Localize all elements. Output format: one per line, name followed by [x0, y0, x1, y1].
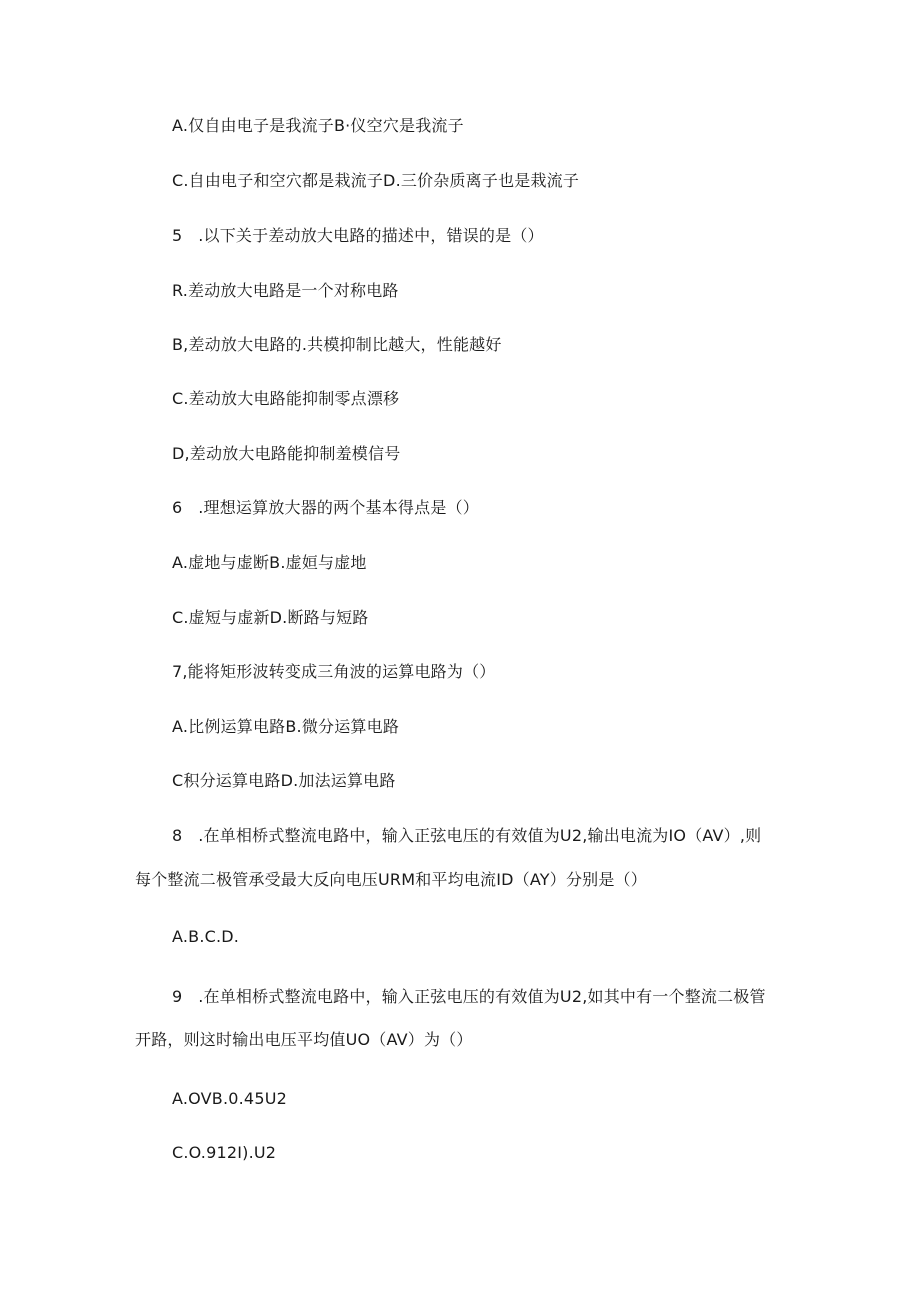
q9-options-cd: C.O.912I).U2 — [172, 1143, 277, 1162]
q6-options-cd: C.虚短与虚新D.断路与短路 — [172, 608, 369, 627]
q9-stem-line1: 9 .在单相桥式整流电路中，输入正弦电压的有效值为U2,如其中有一个整流二极管 — [172, 987, 766, 1006]
q7-stem: 7,能将矩形波转变成三角波的运算电路为（） — [172, 662, 496, 681]
q6-options-ab: A.虚地与虚断B.虚姮与虚地 — [172, 553, 367, 572]
q5-option-c: C.差动放大电路能抑制零点漂移 — [172, 389, 400, 408]
q9-options-ab: A.OVB.0.45U2 — [172, 1089, 287, 1108]
q5-option-a: R.差动放大电路是一个对称电路 — [172, 281, 399, 300]
q8-stem-line1: 8 .在单相桥式整流电路中，输入正弦电压的有效值为U2,输出电流为IO（AV）,则 — [172, 826, 762, 845]
q5-option-d: D,差动放大电路能抑制羞模信号 — [172, 444, 401, 463]
q9-stem-line2: 开路，则这时输出电压平均值UO（AV）为（） — [135, 1030, 473, 1049]
q5-option-b: B,差动放大电路的.共模抑制比越大，性能越好 — [172, 335, 502, 354]
q7-options-ab: A.比例运算电路B.微分运算电路 — [172, 717, 400, 736]
q8-options: A.B.C.D. — [172, 927, 240, 946]
q6-stem: 6 .理想运算放大器的两个基本得点是（） — [172, 498, 479, 517]
q8-stem-line2: 每个整流二极管承受最大反向电压URM和平均电流ID（AY）分别是（） — [135, 870, 647, 889]
q4-options-cd: C.自由电子和空穴都是栽流子D.三价杂质离子也是栽流子 — [172, 171, 580, 190]
q7-options-cd: C积分运算电路D.加法运算电路 — [172, 771, 396, 790]
q5-stem: 5 .以下关于差动放大电路的描述中，错误的是（） — [172, 226, 544, 245]
q4-options-ab: A.仅自由电子是我流子B·仪空穴是我流子 — [172, 116, 464, 135]
